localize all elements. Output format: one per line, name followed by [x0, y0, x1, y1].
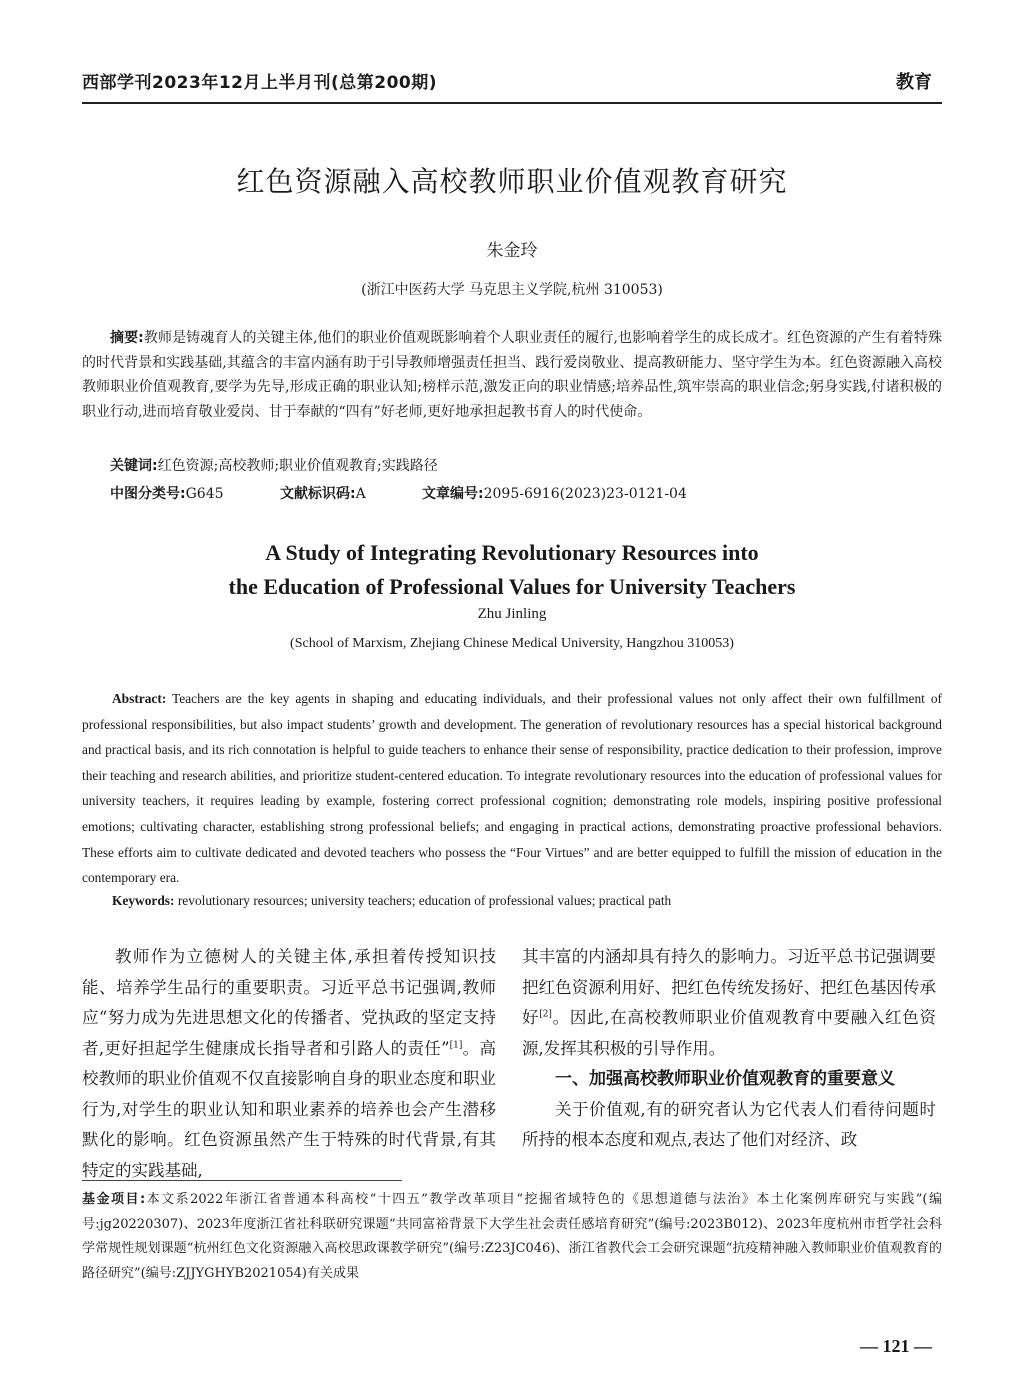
journal-issue-header: 西部学刊2023年12月上半月刊(总第200期)	[82, 73, 437, 93]
author-en: Zhu Jinling	[477, 606, 547, 622]
body-text: 其丰富的内涵却具有持久的影响力。习近平总书记强调要把红色资源利用好、把红色传统发扬好、把红色基因传承好	[522, 947, 936, 1027]
article-number	[422, 483, 687, 503]
paper-title-en-line1: A Study of Integrating Revolutionary Resources into	[265, 540, 759, 565]
clc-label: 中图分类号:	[110, 486, 186, 502]
affiliation-en: (School of Marxism, Zhejiang Chinese Medical University, Hangzhou 310053)	[290, 636, 734, 651]
body-paragraph	[522, 942, 936, 1064]
keywords-en-text: revolutionary resources; university teachers; education of professional values; practical path	[177, 893, 672, 908]
paper-title-cn: 红色资源融入高校教师职业价值观教育研究	[236, 165, 788, 198]
classification-row	[110, 483, 687, 503]
paper-title-en-line2: the Education of Professional Values for University Teachers	[228, 574, 796, 599]
body-text: 教师作为立德树人的关键主体,承担着传授知识技能、培养学生品行的重要职责。习近平总书记强调,教师应“努力成为先进思想文化的传播者、党执政的坚定支持者,更好担起学生健康成长指导者和引路人的责任”	[82, 947, 496, 1058]
abstract-cn-label: 摘要:	[110, 330, 144, 346]
body-text: 。高校教师的职业价值观不仅直接影响自身的职业态度和职业行为,对学生的职业认知和职业素养的培养也会产生潜移默化的影响。红色资源虽然产生于特殊的时代背景,有其特定的实践基础,	[82, 1038, 496, 1180]
affiliation-cn: (浙江中医药大学 马克思主义学院,杭州 310053)	[361, 282, 663, 298]
keywords-cn	[110, 455, 438, 475]
keywords-en-label: Keywords:	[112, 893, 175, 908]
funding-text: 本文系2022年浙江省普通本科高校“十四五”教学改革项目“挖掘省域特色的《思想道德与法治》本土化案例库研究与实践”(编号:jg20220307)、2023年度浙江省社科联研究课题“共同富裕背景下大学生社会责任感培育研究”(编号:2023B012)、2023年度杭州市哲学社会科学常规性规划课题“杭州红色文化资源融入高校思政课教学研究”(编号:Z23JC046)、浙江省教代会工会研究课题“抗疫精神融入教师职业价值观教育的路径研究”(编号:ZJJYGHYB2021054)有关成果	[82, 1192, 942, 1281]
header-divider	[82, 102, 942, 104]
article-label: 文章编号:	[422, 486, 484, 502]
body-column-right	[522, 942, 936, 1156]
footnote-divider	[82, 1180, 402, 1181]
citation-ref: [1]	[449, 1040, 463, 1050]
keywords-cn-label: 关键词:	[110, 458, 158, 474]
doc-label: 文献标识码:	[280, 486, 356, 502]
abstract-en	[82, 686, 942, 891]
doc-code	[280, 483, 422, 503]
funding-label: 基金项目:	[82, 1192, 146, 1207]
section-heading-1: 一、加强高校教师职业价值观教育的重要意义	[555, 1069, 895, 1089]
citation-ref: [2]	[539, 1009, 552, 1020]
doc-value: A	[355, 486, 366, 502]
abstract-en-label: Abstract:	[112, 691, 167, 706]
abstract-cn	[82, 326, 942, 424]
keywords-en	[112, 893, 671, 909]
paper-title-en	[0, 536, 1024, 604]
clc-value: G645	[185, 486, 224, 502]
page-number: — 121 —	[860, 1336, 932, 1356]
body-paragraph: 关于价值观,有的研究者认为它代表人们看待问题时所持的根本态度和观点,表达了他们对经济、政	[522, 1099, 936, 1149]
abstract-cn-text: 教师是铸魂育人的关键主体,他们的职业价值观既影响着个人职业责任的履行,也影响着学生的成长成才。红色资源的产生有着特殊的时代背景和实践基础,其蕴含的丰富内涵有助于引导教师增强责任担当、践行爱岗敬业、提高教研能力、坚守学生为本。红色资源融入高校教师职业价值观教育,要学为先导,形成正确的职业认知;榜样示范,激发正向的职业情感;培养品性,筑牢崇高的职业信念;躬身实践,付诸积极的职业行动,进而培育敬业爱岗、甘于奉献的“四有”好老师,更好地承担起教书育人的时代使命。	[82, 330, 942, 420]
section-tag: 教育	[896, 72, 932, 93]
article-value: 2095-6916(2023)23-0121-04	[483, 486, 687, 502]
body-paragraph	[82, 942, 496, 1186]
funding-note	[82, 1188, 942, 1286]
body-column-left	[82, 942, 496, 1186]
keywords-cn-text: 红色资源;高校教师;职业价值观教育;实践路径	[157, 458, 438, 474]
body-text: 。因此,在高校教师职业价值观教育中要融入红色资源,发挥其积极的引导作用。	[522, 1008, 936, 1058]
author-cn: 朱金玲	[486, 241, 538, 261]
abstract-en-text: Teachers are the key agents in shaping and educating individuals, and their professional values not only affect their own fulfillment of professional responsibilities, but also impact students’ growth and development. The generation of revolutionary resources has a special historical background and practical basis, and its rich connotation is helpful to guide teachers to enhance their sense of responsibility, practice dedication to their profession, improve their teaching and research abilities, and prioritize student-centered education. To integrate revolutionary resources into the education of professional values for university teachers, it requires leading by example, fostering correct professional cognition; demonstrating role models, inspiring positive professional emotions; cultivating character, establishing strong professional beliefs; and engaging in practical actions, demonstrating proactive professional behaviors. These efforts aim to cultivate dedicated and devoted teachers who possess the “Four Virtues” and are better equipped to fulfill the mission of education in the contemporary era.	[82, 691, 942, 886]
clc-code	[110, 483, 280, 503]
